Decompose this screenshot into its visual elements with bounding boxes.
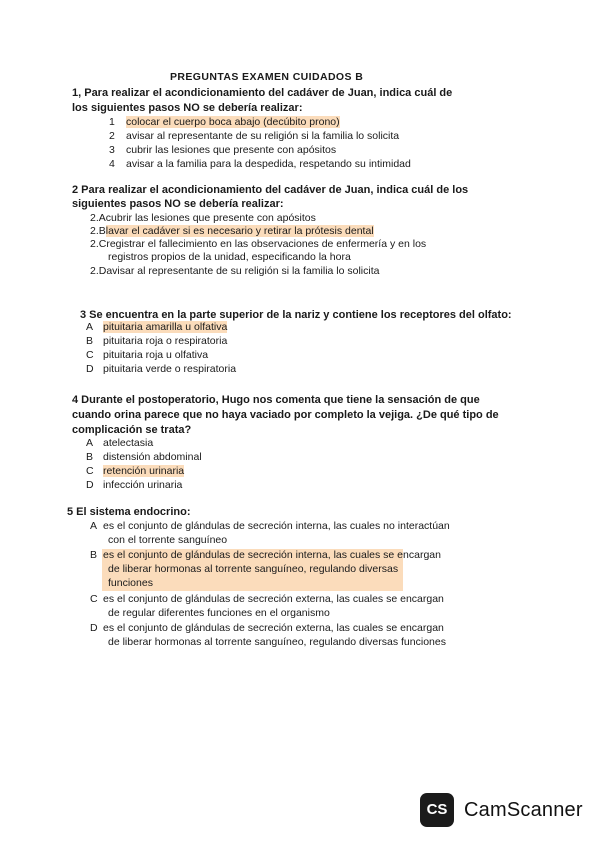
q5-option-d: D es el conjunto de glándulas de secreción externa, las cuales se encargan bbox=[90, 622, 444, 634]
q4-option-a: A atelectasia bbox=[86, 437, 154, 449]
q2-option-c-cont: registros propios de la unidad, especificando la hora bbox=[108, 251, 351, 263]
q5-option-b-cont2: funciones bbox=[108, 577, 153, 589]
answer-highlight: lavar el cadáver si es necesario y retirar la prótesis dental bbox=[105, 225, 374, 237]
q5-option-a: A es el conjunto de glándulas de secreción interna, las cuales no interactúan bbox=[90, 520, 450, 532]
question-4-text: 4 Durante el postoperatorio, Hugo nos comenta que tiene la sensación de que bbox=[72, 394, 480, 406]
question-3-text: 3 Se encuentra en la parte superior de la nariz y contiene los receptores del olfato: bbox=[80, 309, 512, 321]
question-4-text-cont: cuando orina parece que no haya vaciado por completo la vejiga. ¿De qué tipo de bbox=[72, 409, 499, 421]
q2-option-d: 2.Davisar al representante de su religión si la familia lo solicita bbox=[90, 265, 380, 277]
q2-option-a: 2.Acubrir las lesiones que presente con apósitos bbox=[90, 212, 316, 224]
q2-option-c: 2.Cregistrar el fallecimiento en las observaciones de enfermería y en los bbox=[90, 238, 427, 250]
answer-highlight: pituitaria amarilla u olfativa bbox=[103, 321, 228, 333]
q4-option-c: C retención urinaria bbox=[86, 465, 185, 477]
q3-option-a: A pituitaria amarilla u olfativa bbox=[86, 321, 228, 333]
answer-highlight: retención urinaria bbox=[103, 465, 185, 477]
camscanner-watermark: CamScanner bbox=[464, 799, 583, 821]
q2-option-b: 2.Blavar el cadáver si es necesario y retirar la prótesis dental bbox=[90, 225, 374, 237]
page-title: PREGUNTAS EXAMEN CUIDADOS B bbox=[170, 71, 364, 83]
q1-option-2: 2 avisar al representante de su religión si la familia lo solicita bbox=[109, 130, 400, 142]
question-2-text-cont: siguientes pasos NO se debería realizar: bbox=[72, 198, 284, 210]
q4-option-b: B distensión abdominal bbox=[86, 451, 202, 463]
q3-option-b: B pituitaria roja o respiratoria bbox=[86, 335, 228, 347]
q1-option-3: 3 cubrir las lesiones que presente con apósitos bbox=[109, 144, 337, 156]
question-5-text: 5 El sistema endocrino: bbox=[67, 506, 191, 518]
q4-option-d: D infección urinaria bbox=[86, 479, 183, 491]
q5-option-c-cont: de regular diferentes funciones en el organismo bbox=[108, 607, 330, 619]
q5-option-d-cont: de liberar hormonas al torrente sanguíneo, regulando diversas funciones bbox=[108, 636, 446, 648]
q5-option-a-cont: con el torrente sanguíneo bbox=[108, 534, 228, 546]
q1-option-4: 4 avisar a la familia para la despedida, respetando su intimidad bbox=[109, 158, 411, 170]
q3-option-d: D pituitaria verde o respiratoria bbox=[86, 363, 237, 375]
question-4-text-cont2: complicación se trata? bbox=[72, 424, 192, 436]
q5-option-b-cont: de liberar hormonas al torrente sanguíneo, regulando diversas bbox=[108, 563, 399, 575]
q5-option-b: B es el conjunto de glándulas de secreción interna, las cuales se encargan bbox=[90, 549, 441, 561]
question-1-text: 1, Para realizar el acondicionamiento del cadáver de Juan, indica cuál de bbox=[72, 87, 453, 99]
camscanner-logo-icon: CS bbox=[420, 793, 454, 827]
question-1-text-cont: los siguientes pasos NO se debería realizar: bbox=[72, 102, 303, 114]
q1-option-1: 1 colocar el cuerpo boca abajo (decúbito prono) bbox=[109, 116, 340, 128]
q5-option-c: C es el conjunto de glándulas de secreción externa, las cuales se encargan bbox=[90, 593, 444, 605]
answer-highlight: colocar el cuerpo boca abajo (decúbito prono) bbox=[126, 116, 340, 128]
question-2-text: 2 Para realizar el acondicionamiento del cadáver de Juan, indica cuál de los bbox=[72, 184, 469, 196]
q3-option-c: C pituitaria roja u olfativa bbox=[86, 349, 209, 361]
